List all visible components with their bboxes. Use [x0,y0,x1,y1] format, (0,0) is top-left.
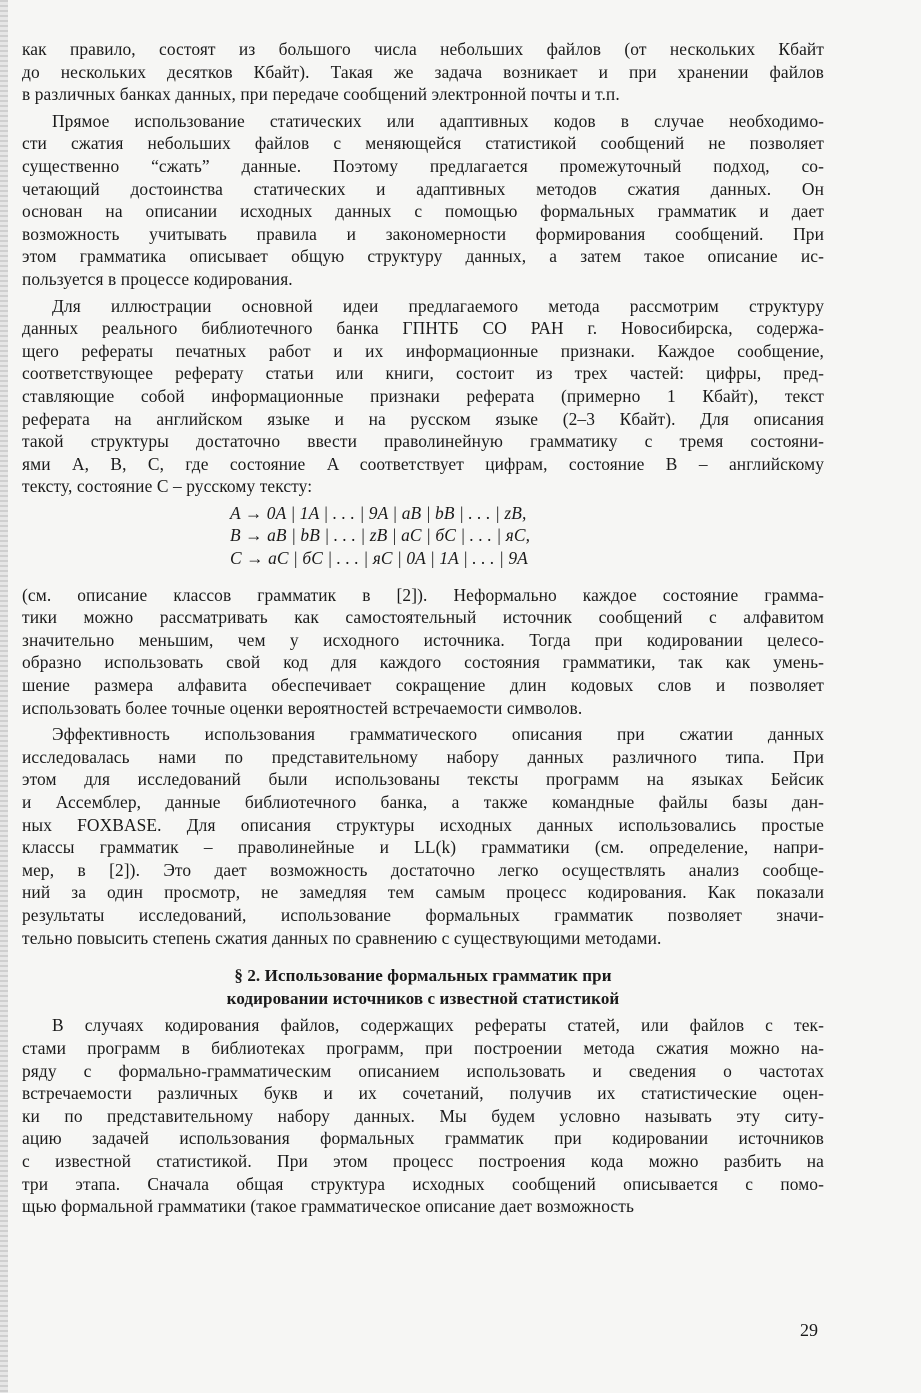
text-line: как правило, состоят из большого числа небольших файлов (от нескольких Кбайт [22,39,824,59]
text-line: соответствующее реферату статьи или книги, состоит из трех частей: цифры, пред- [22,363,824,384]
text-line: ряду с формально-грамматическим описанием использовать и сведения о частотах [22,1060,824,1081]
text-line: сти сжатия небольших файлов с меняющейся статистикой сообщений не позволяет [22,133,824,154]
text-line: в различных банках данных, при передаче сообщений электронной почты и т.п. [22,84,620,105]
paragraph-block-section-2 [22,1014,824,1217]
text-line: Прямое использование статических или адаптивных кодов в случае необходимо- [52,110,824,131]
text-line: шение размера алфавита обеспечивает сокращение длин кодовых слов и позволяет [22,675,824,696]
text-line: три этапа. Сначала общая структура исходных сообщений описывается с помо- [22,1173,824,1194]
text-line: исследовалась нами по представительному набору данных различного типа. При [22,746,824,767]
text-line: Эффективность использования грамматического описания при сжатии данных [52,724,824,745]
paragraph [22,110,824,291]
text-line: образно использовать свой код для каждого состояния грамматики, так как умень- [22,652,824,673]
text-line: реферата на английском языке и на русском языке (2–3 Кбайт). Для описания [22,408,824,429]
paragraph [22,723,824,949]
text-line: Для иллюстрации основной идеи предлагаемого метода рассмотрим структуру [52,295,824,316]
formula-line: A → 0A | 1A | . . . | 9A | aB | bB | . . . | zB, [230,502,527,523]
formula-line: C → aC | бC | . . . | яC | 0A | 1A | . . . | 9A [230,548,528,569]
page-number: 29 [800,1320,818,1340]
text-line: ставляющие собой информационные признаки реферата (примерно 1 Кбайт), текст [22,385,824,406]
text-line: четающий достоинства статических и адаптивных методов сжатия данных. Он [22,178,824,199]
paragraph-block-before-formula [22,38,824,498]
formula-line: B → aB | bB | . . . | zB | aC | бC | . . . | яC, [230,525,531,546]
text-line: щего рефераты печатных работ и их информационные признаки. Каждое сообщение, [22,340,824,361]
paragraph-block-after-formula [22,584,824,950]
text-line: возможность учитывать правила и закономерности формирования сообщений. При [22,223,824,244]
paragraph [22,1014,824,1217]
paragraph [22,295,824,498]
heading-line: кодировании источников с известной статистикой [226,988,620,1008]
text-line: ных FOXBASE. Для описания структуры исходных данных использовались простые [22,814,824,835]
text-line: В случаях кодирования файлов, содержащих рефераты статей, или файлов с тек- [52,1015,824,1036]
paragraph [22,38,824,106]
text-line: существенно “сжать” данные. Поэтому предлагается промежуточный подход, со- [22,155,824,176]
page-text-column [22,38,824,1222]
scan-page-edge [0,0,8,1393]
text-line: этом грамматика описывает общую структуру данных, а затем такое описание ис- [22,246,824,267]
text-line: тельно повысить степень сжатия данных по сравнению с существующими методами. [22,927,662,948]
text-line: и Ассемблер, данные библиотечного банка, а также командные файлы базы дан- [22,792,824,812]
text-line: щью формальной грамматики (такое грамматическое описание дает возможность [22,1196,634,1217]
grammar-formula [230,502,824,570]
text-line: до нескольких десятков Кбайт). Такая же задача возникает и при хранении файлов [22,61,824,82]
section-heading [22,965,824,1010]
paragraph [22,584,824,720]
text-line: классы грамматик – праволинейные и LL(k) грамматики (см. определение, напри- [22,837,824,858]
text-line: с известной статистикой. При этом процесс построения кода можно разбить на [22,1150,824,1171]
text-line: тексту, состояние C – русскому тексту: [22,476,313,497]
text-line: использовать более точные оценки вероятностей встречаемости символов. [22,697,583,718]
text-line: встречаемости различных букв и их сочетаний, получив их статистические оцен- [22,1083,824,1104]
text-line: значительно меньшим, чем у исходного источника. Тогда при кодировании целесо- [22,629,824,650]
text-line: такой структуры достаточно ввести праволинейную грамматику с тремя состояни- [22,431,824,452]
text-line: ний за один просмотр, не замедляя тем самым процесс кодирования. Как показали [22,882,824,903]
text-line: тики можно рассматривать как самостоятельный источник сообщений с алфавитом [22,607,824,628]
text-line: (см. описание классов грамматик в [2]). Неформально каждое состояние грамма- [22,584,824,605]
text-line: мер, в [2]). Это дает возможность достаточно легко осуществлять анализ сообще- [22,859,824,880]
text-line: стами программ в библиотеках программ, при построении метода сжатия можно на- [22,1037,824,1058]
text-line: ки по представительному набору данных. Мы будем условно называть эту ситу- [22,1105,824,1126]
text-line: пользуется в процессе кодирования. [22,268,293,289]
text-line: результаты исследований, использование формальных грамматик позволяет значи- [22,904,824,925]
text-line: ацию задачей использования формальных грамматик при кодировании источников [22,1128,824,1149]
text-line: ями A, B, C, где состояние A соответствует цифрам, состояние B – английскому [22,453,824,474]
heading-line: § 2. Использование формальных грамматик при [234,966,612,986]
text-line: данных реального библиотечного банка ГПНТБ СО РАН г. Новосибирска, содержа- [22,318,824,339]
text-line: основан на описании исходных данных с помощью формальных грамматик и дает [22,201,824,222]
text-line: этом для исследований были использованы тексты программ на языках Бейсик [22,769,824,790]
